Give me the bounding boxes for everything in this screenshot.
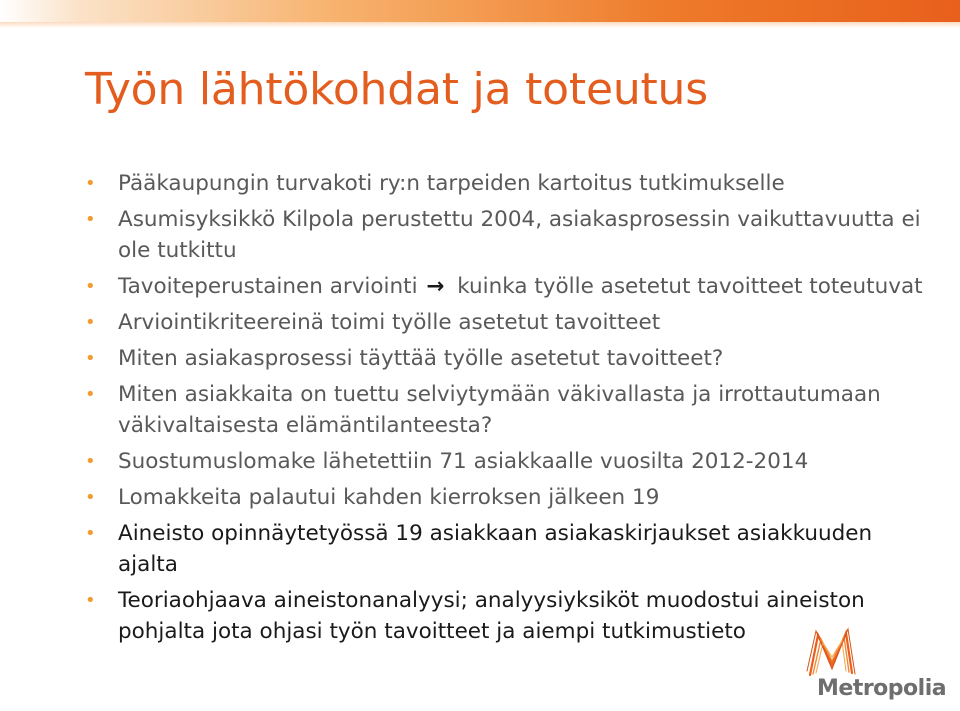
bullet-dot-icon: •: [85, 348, 96, 369]
bullet-dot-icon: •: [85, 276, 96, 297]
bullet-text: Suostumuslomake lähetettiin 71 asiakkaalle vuosilta 2012-2014: [118, 449, 809, 474]
bullet-dot-icon: •: [85, 523, 96, 544]
bullet-text: Pääkaupungin turvakoti ry:n tarpeiden kartoitus tutkimukselle: [118, 171, 785, 196]
bullet-item: [85, 204, 935, 266]
bullet-item: [85, 343, 935, 374]
bullet-item: [85, 379, 935, 441]
bullet-text: Teoriaohjaava aineistonanalyysi; analyysiyksiköt muodostui aineiston pohjalta jota ohjasi työn tavoitteet ja aiempi tutkimustieto: [118, 588, 865, 644]
bullet-dot-icon: •: [85, 312, 96, 333]
slide-title: Työn lähtökohdat ja toteutus: [85, 64, 708, 115]
bullet-text-after: kuinka työlle asetetut tavoitteet toteutuvat: [457, 274, 923, 299]
bullet-dot-icon: •: [85, 209, 96, 230]
bullet-item: [85, 482, 935, 513]
bullet-text: Asumisyksikkö Kilpola perustettu 2004, asiakasprosessin vaikuttavuutta ei ole tutkittu: [118, 207, 921, 263]
bullet-dot-icon: •: [85, 451, 96, 472]
metropolia-logo: [802, 627, 947, 705]
bullet-dot-icon: •: [85, 590, 96, 611]
bullet-dot-icon: •: [85, 487, 96, 508]
bullet-dot-icon: •: [85, 384, 96, 405]
bullet-item: [85, 518, 935, 580]
bullet-text: Arviointikriteereinä toimi työlle asetetut tavoitteet: [118, 310, 661, 335]
bullet-item: [85, 168, 935, 199]
bullet-text-before: Tavoiteperustainen arviointi: [118, 274, 418, 299]
top-gradient-band: [0, 0, 960, 22]
right-arrow-icon: →: [426, 274, 445, 299]
bullet-item: [85, 307, 935, 338]
bullet-dot-icon: •: [85, 173, 96, 194]
bullet-text: Lomakkeita palautui kahden kierroksen jälkeen 19: [118, 485, 660, 510]
bullet-item: [85, 446, 935, 477]
bullet-text: Miten asiakkaita on tuettu selviytymään väkivallasta ja irrottautumaan väkivaltaisesta elämäntilanteesta?: [118, 382, 881, 438]
logo-text: Metropolia: [817, 676, 947, 701]
bullet-text: Aineisto opinnäytetyössä 19 asiakkaan asiakaskirjaukset asiakkuuden ajalta: [118, 521, 873, 577]
bullet-text: Miten asiakasprosessi täyttää työlle asetetut tavoitteet?: [118, 346, 724, 371]
bullet-list: [85, 168, 935, 652]
metropolia-m-icon: [802, 627, 932, 677]
bullet-item: [85, 271, 935, 302]
